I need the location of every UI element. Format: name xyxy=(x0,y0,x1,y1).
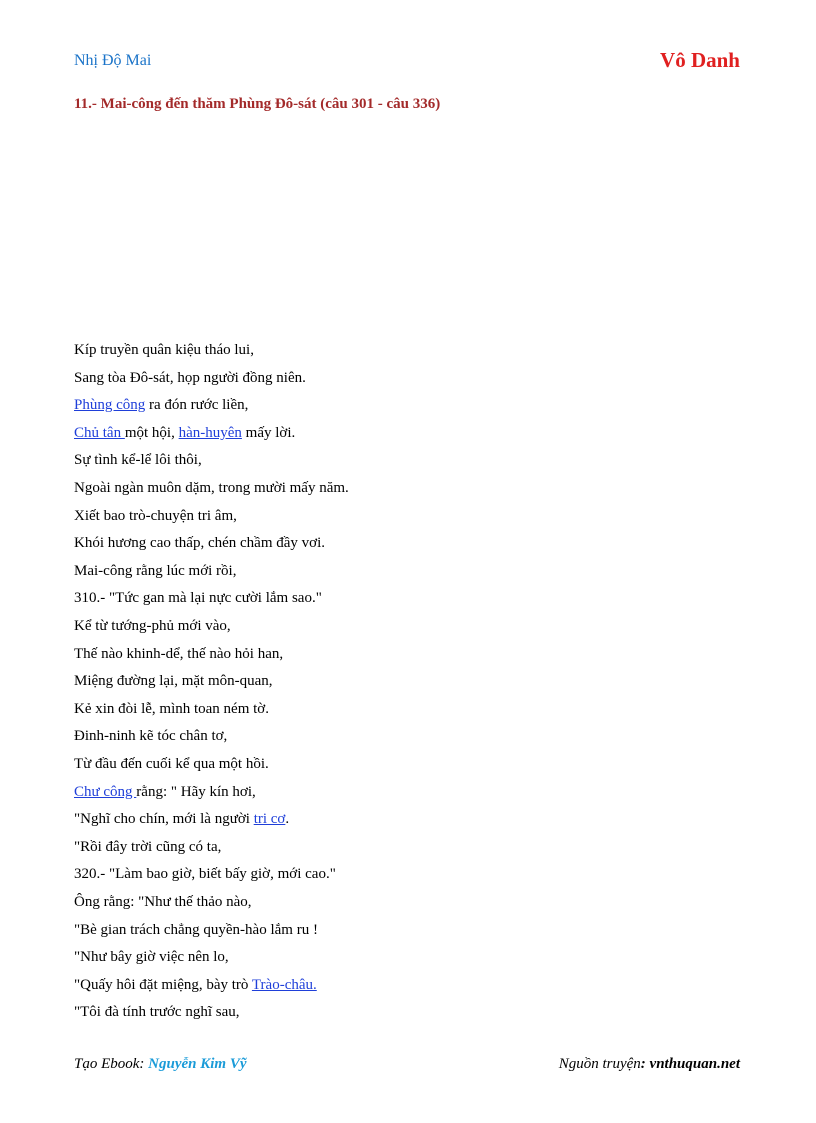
poem-line xyxy=(74,671,273,691)
poem-line xyxy=(74,782,256,802)
poem-text: một hội, xyxy=(124,424,179,441)
poem-line xyxy=(74,506,237,526)
poem-line xyxy=(74,423,295,443)
poem-text: Ông rằng: "Như thế thảo nào, xyxy=(74,894,252,910)
annotation-link[interactable]: Chư công xyxy=(74,783,137,800)
footer-source-site: vnthuquan.net xyxy=(649,1056,740,1072)
annotation-link[interactable]: Phùng công xyxy=(74,397,146,414)
poem-line xyxy=(74,450,202,470)
poem-text: Kíp truyền quân kiệu tháo lui, xyxy=(74,342,254,358)
footer-ebook-label: Tạo Ebook xyxy=(74,1056,140,1072)
poem-text: ra đón rước liền, xyxy=(145,397,249,414)
book-title: Nhị Độ Mai xyxy=(74,52,152,69)
poem-text: Sự tình kể-lể lôi thôi, xyxy=(74,452,202,469)
poem-text: Miệng đường lại, mặt môn-quan, xyxy=(74,673,273,690)
poem-line xyxy=(74,616,231,636)
annotation-link[interactable]: hàn-huyên xyxy=(178,424,242,441)
poem-line xyxy=(74,368,306,388)
poem-line xyxy=(74,395,248,415)
author-name: Vô Danh xyxy=(660,48,740,72)
poem-text: 310.- "Tức gan mà lại nực cười lắm sao." xyxy=(74,590,322,607)
poem-line xyxy=(74,975,317,995)
poem-text: Kể từ tướng-phủ mới vào, xyxy=(74,618,231,634)
poem-text: "Rồi đây trời cũng có ta, xyxy=(74,838,222,855)
poem-text: Sang tòa Đô-sát, họp người đồng niên. xyxy=(74,369,306,386)
poem-text: "Tôi đà tính trước nghĩ sau, xyxy=(74,1004,240,1021)
poem-line xyxy=(74,699,269,719)
footer-ebook-sep: : xyxy=(139,1056,149,1072)
annotation-link[interactable]: tri cơ xyxy=(253,811,286,828)
poem-line xyxy=(74,837,221,857)
footer-ebook-name: Nguyễn Kim Vỹ xyxy=(148,1056,247,1072)
footer-ebook-credit xyxy=(74,1056,247,1073)
annotation-link[interactable]: Trào-châu. xyxy=(251,976,317,993)
poem-text: "Bè gian trách chẳng quyền-hào lắm ru ! xyxy=(74,921,318,938)
annotation-link[interactable]: Chủ tân xyxy=(74,424,125,441)
poem-text: Khói hương cao thấp, chén chầm đầy vơi. xyxy=(74,535,326,552)
poem-text: "Nghĩ cho chín, mới là người xyxy=(74,811,254,828)
poem-text: Xiết bao trò-chuyện tri âm, xyxy=(74,507,237,524)
poem-text: Đinh-ninh kẽ tóc chân tơ, xyxy=(74,728,228,745)
poem-line xyxy=(74,644,283,664)
footer-source-credit xyxy=(559,1056,740,1073)
poem-line xyxy=(74,754,269,774)
footer-source-sep: : xyxy=(640,1056,650,1072)
poem-line xyxy=(74,1002,240,1022)
footer-source-label: Nguồn truyện xyxy=(558,1056,641,1072)
chapter-title: 11.- Mai-công đến thăm Phùng Đô-sát (câu 301 - câu 336) xyxy=(74,96,441,112)
poem-text: 320.- "Làm bao giờ, biết bấy giờ, mới cao." xyxy=(74,866,336,883)
poem-line xyxy=(74,340,254,360)
poem-line xyxy=(74,947,229,967)
poem-line xyxy=(74,892,252,912)
poem-text: "Như bây giờ việc nên lo, xyxy=(74,949,229,966)
poem-text: . xyxy=(285,811,290,828)
poem-text: Từ đầu đến cuối kể qua một hồi. xyxy=(74,756,269,772)
poem-text: Thế nào khinh-dể, thế nào hỏi han, xyxy=(74,645,284,662)
poem-line xyxy=(74,920,318,940)
poem-text: rằng: " Hãy kín hơi, xyxy=(136,783,256,800)
poem-line xyxy=(74,588,322,608)
poem-line xyxy=(74,864,336,884)
poem-text: Mai-công rằng lúc mới rồi, xyxy=(74,562,237,579)
poem-line xyxy=(74,478,349,498)
poem-line xyxy=(74,726,227,746)
poem-line xyxy=(74,533,325,553)
poem-line xyxy=(74,809,289,829)
poem-text: Ngoài ngàn muôn dặm, trong mười mấy năm. xyxy=(74,480,349,496)
poem-text: Kẻ xin đòi lễ, mình toan ném tờ. xyxy=(74,700,269,717)
poem-text: mấy lời. xyxy=(241,424,296,441)
poem-line xyxy=(74,561,236,581)
poem-text: "Quấy hôi đặt miệng, bày trò xyxy=(74,976,252,993)
